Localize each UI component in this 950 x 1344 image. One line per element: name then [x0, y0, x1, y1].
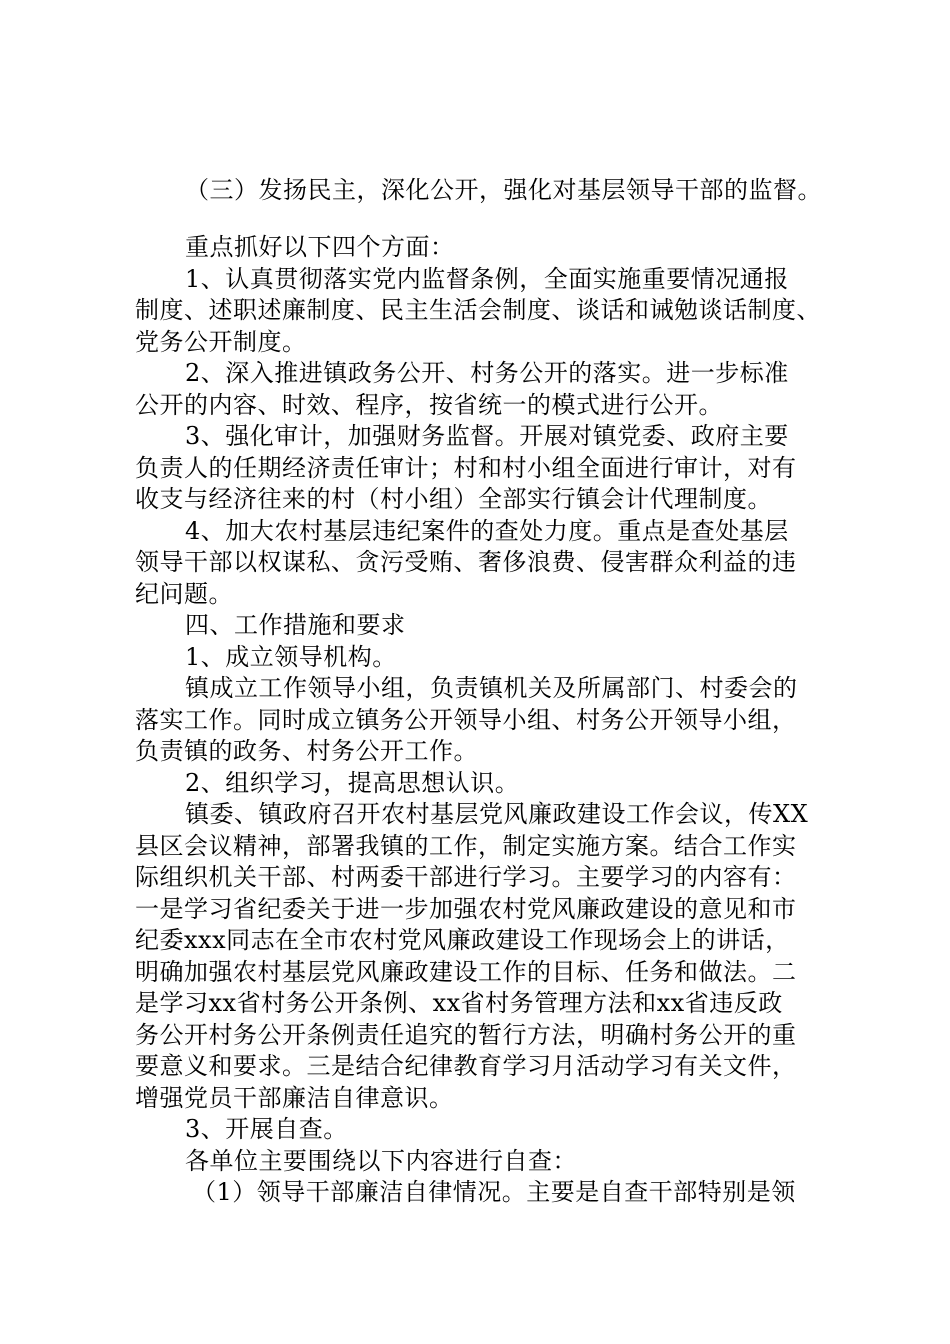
- text-line: 明确加强农村基层党风廉政建设工作的目标、任务和做法。二: [135, 957, 797, 986]
- text-line: 务公开村务公开条例责任追究的暂行方法，明确村务公开的重: [135, 1020, 797, 1049]
- text-line: 各单位主要围绕以下内容进行自查：: [185, 1146, 577, 1175]
- text-line: 镇成立工作领导小组，负责镇机关及所属部门、村委会的: [185, 674, 798, 702]
- text-line: 领导干部以权谋私、贪污受贿、奢侈浪费、侵害群众利益的违: [135, 548, 797, 576]
- text-line: 负责人的任期经济责任审计；村和村小组全面进行审计，对有: [135, 453, 797, 482]
- text-line: 四、工作措施和要求: [185, 611, 406, 639]
- text-line: 负责镇的政务、村务公开工作。: [135, 737, 478, 765]
- text-line: 一是学习省纪委关于进一步加强农村党风廉政建设的意见和市: [135, 894, 797, 923]
- text-line: 2、深入推进镇政务公开、村务公开的落实。进一步标准: [185, 359, 789, 387]
- text-line: 落实工作。同时成立镇务公开领导小组、村务公开领导小组，: [135, 705, 797, 734]
- text-line: 要意义和要求。三是结合纪律教育学习月活动学习有关文件，: [135, 1052, 797, 1080]
- text-line: 2、组织学习，提高思想认识。: [185, 768, 520, 797]
- text-line: 纪委xxx同志在全市农村党风廉政建设工作现场会上的讲话，: [135, 926, 790, 954]
- text-line: 公开的内容、时效、程序，按省统一的模式进行公开。: [135, 390, 723, 419]
- text-line: 际组织机关干部、村两委干部进行学习。主要学习的内容有：: [135, 863, 797, 891]
- text-line: 纪问题。: [135, 579, 233, 608]
- text-line: 1、成立领导机构。: [185, 642, 397, 671]
- text-line: 4、加大农村基层违纪案件的查处力度。重点是查处基层: [185, 516, 789, 545]
- text-line: 党务公开制度。: [135, 327, 307, 356]
- text-line: 重点抓好以下四个方面：: [185, 233, 455, 261]
- text-line: 增强党员干部廉洁自律意识。: [135, 1083, 454, 1112]
- text-line: 镇委、镇政府召开农村基层党风廉政建设工作会议，传XX: [185, 800, 809, 828]
- text-line: 3、强化审计，加强财务监督。开展对镇党委、政府主要: [185, 422, 789, 450]
- text-line: 是学习xx省村务公开条例、xx省村务管理方法和xx省违反政: [135, 989, 783, 1017]
- text-line: 制度、述职述廉制度、民主生活会制度、谈话和诫勉谈话制度、: [135, 296, 821, 324]
- text-line: （1）领导干部廉洁自律情况。主要是自查干部特别是领: [192, 1178, 796, 1206]
- section-heading: （三）发扬民主，深化公开，强化对基层领导干部的监督。: [185, 176, 822, 204]
- text-line: 县区会议精神，部署我镇的工作，制定实施方案。结合工作实: [135, 831, 797, 860]
- document-body: [135, 232, 835, 1209]
- text-line: 1、认真贯彻落实党内监督条例，全面实施重要情况通报: [185, 264, 789, 293]
- text-line: 收支与经济往来的村（村小组）全部实行镇会计代理制度。: [135, 485, 772, 513]
- text-line: 3、开展自查。: [185, 1115, 348, 1143]
